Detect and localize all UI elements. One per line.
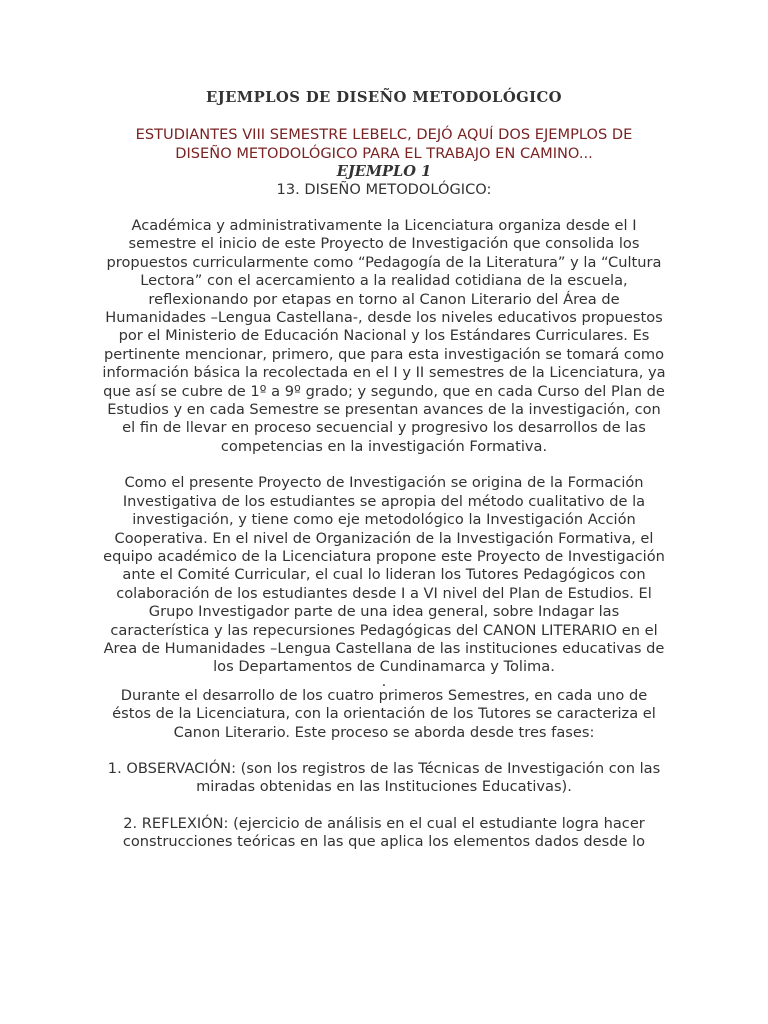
- paragraph-phase-observacion: 1. OBSERVACIÓN: (son los registros de las Técnicas de Investigación con las miradas obtenidas en las Instituciones Educativas).: [107, 759, 661, 796]
- section-heading: 13. DISEÑO METODOLÓGICO:: [276, 181, 492, 198]
- paragraph-phase-reflexion: 2. REFLEXIÓN: (ejercicio de análisis en el cual el estudiante logra hacer construcciones teóricas en las que aplica los elementos dados desde lo: [122, 814, 646, 851]
- subtitle-line-2: DISEÑO METODOLÓGICO PARA EL TRABAJO EN CAMINO...: [175, 145, 593, 162]
- subtitle-line-1: ESTUDIANTES VIII SEMESTRE LEBELC, DEJÓ AQUÍ DOS EJEMPLOS DE: [135, 126, 633, 143]
- document-title: EJEMPLOS DE DISEÑO METODOLÓGICO: [206, 89, 562, 106]
- paragraph-intro: Académica y administrativamente la Licenciatura organiza desde el I semestre el inicio de este Proyecto de Investigación que consolida los propuestos curricularmente como “Pedagogía de la Literatura” y la “Cultura Lectora” con el acercamiento a la realidad cotidiana de la escuela, reflexionando por etapas en torno al Canon Literario del Área de Humanidades –Lengua Castellana-, desde los niveles educativos propuestos por el Ministerio de Educación Nacional y los Estándares Curriculares. Es pertinente mencionar, primero, que para esta investigación se tomará como información básica la recolectada en el I y II semestres de la Licenciatura, ya que así se cubre de 1º a 9º grado; y segundo, que en cada Curso del Plan de Estudios y en cada Semestre se presentan avances de la investigación, con el fin de llevar en proceso secuencial y progresivo los desarrollos de las competencias en la investigación Formativa.: [102, 217, 666, 455]
- paragraph-phases-intro: Durante el desarrollo de los cuatro primeros Semestres, en cada uno de éstos de la Licenciatura, con la orientación de los Tutores se caracteriza el Canon Literario. Este proceso se aborda desde tres fases:: [112, 686, 656, 741]
- paragraph-method: Como el presente Proyecto de Investigación se origina de la Formación Investigativa de los estudiantes se apropia del método cualitativo de la investigación, y tiene como eje metodológico la Investigación Acción Cooperativa. En el nivel de Organización de la Investigación Formativa, el equipo académico de la Licenciatura propone este Proyecto de Investigación ante el Comité Curricular, el cual lo lideran los Tutores Pedagógicos con colaboración de los estudiantes desde I a VI nivel del Plan de Estudios. El Grupo Investigador parte de una idea general, sobre Indagar las característica y las repecursiones Pedagógicas del CANON LITERARIO en el Area de Humanidades –Lengua Castellana de las instituciones educativas de los Departamentos de Cundinamarca y Tolima.: [103, 474, 665, 676]
- document-content: [100, 88, 668, 852]
- example-label: EJEMPLO 1: [336, 163, 432, 180]
- paragraph-dot: .: [381, 672, 387, 690]
